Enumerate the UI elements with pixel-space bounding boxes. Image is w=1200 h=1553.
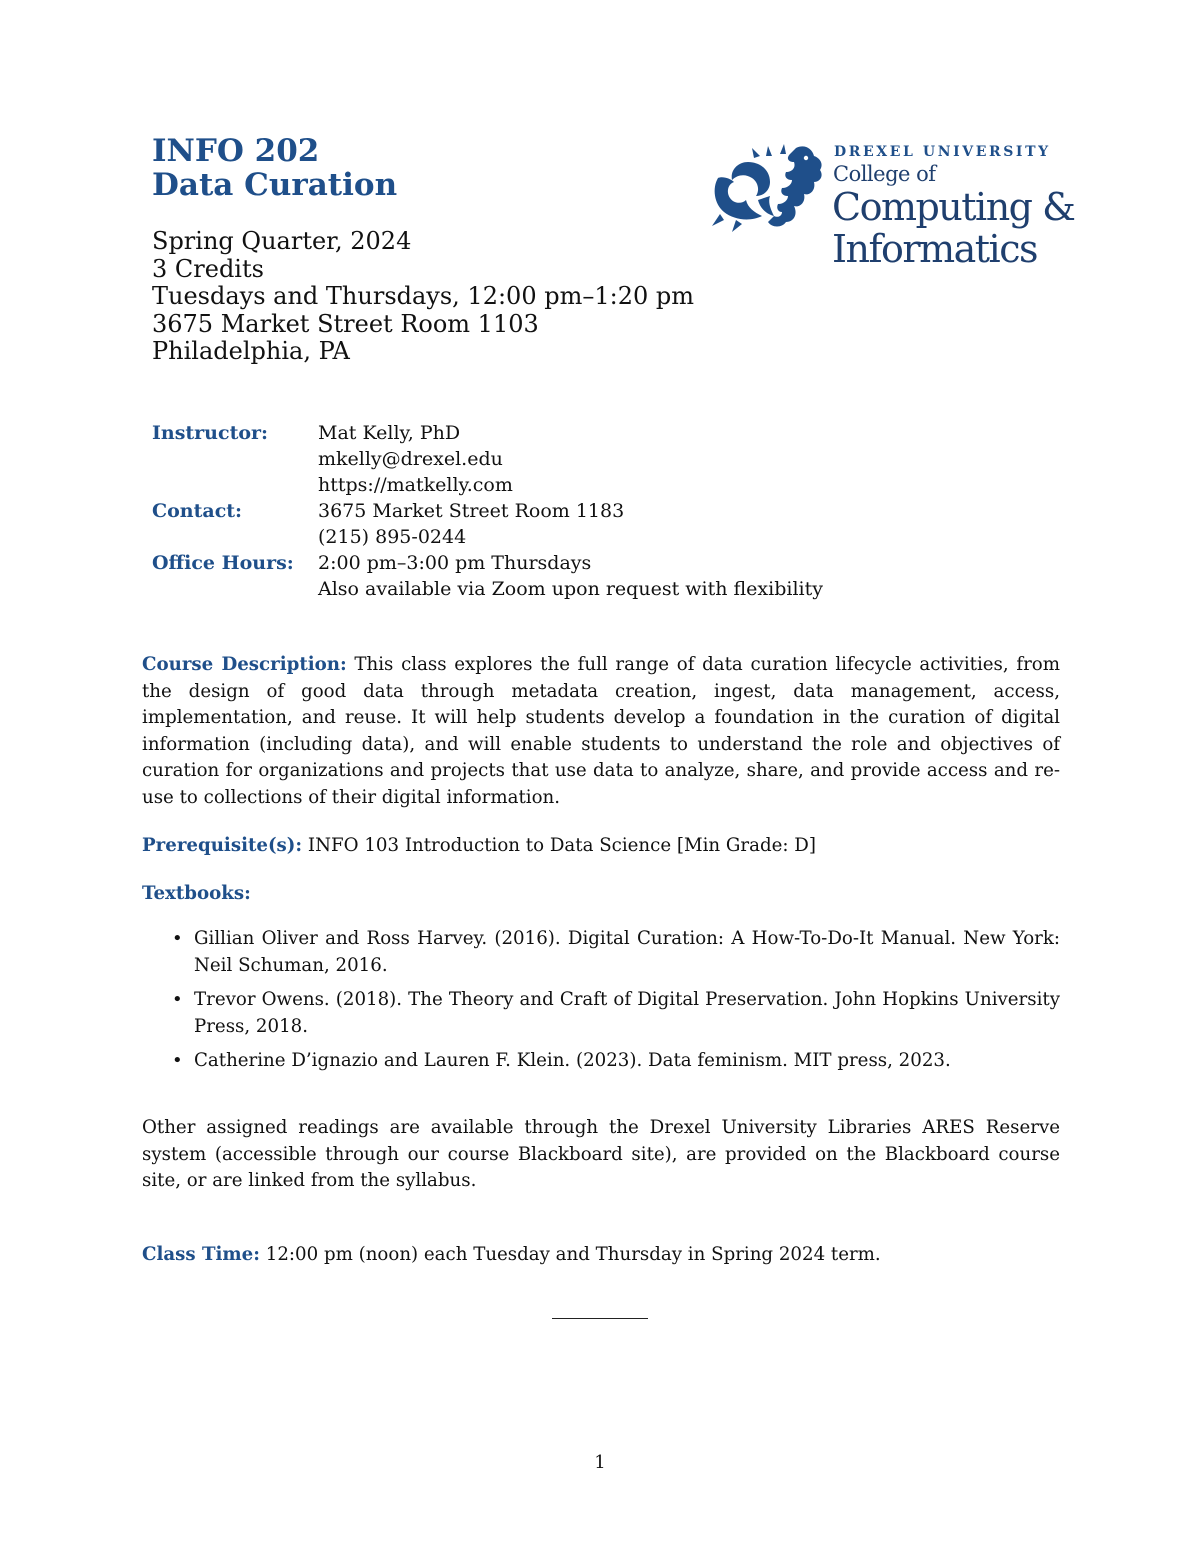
college-of-text: College of (833, 162, 936, 186)
website-row (152, 472, 823, 498)
course-description-label: Course Description: (142, 654, 347, 675)
city-line: Philadelphia, PA (152, 337, 350, 365)
office-hours-note-row (152, 576, 823, 602)
office-hours-row (152, 550, 823, 576)
other-readings: Other assigned readings are available through the Drexel University Libraries ARES Reserve system (accessible through our course Blackboard site), are provided on the Blackboard course site, or are linked from the syllabus. (142, 1117, 1060, 1191)
prerequisites-text: INFO 103 Introduction to Data Science [Min Grade: D] (307, 835, 816, 856)
textbook-list (152, 926, 1060, 1083)
textbooks-label: Textbooks: (142, 883, 251, 904)
class-time-label: Class Time: (142, 1244, 260, 1265)
office-hours-note: Also available via Zoom upon request with flexibility (318, 578, 823, 600)
section-divider (552, 1318, 648, 1319)
location-line: 3675 Market Street Room 1103 (152, 309, 539, 338)
list-item: • Catherine D’ignazio and Lauren F. Klein. (2023). Data feminism. MIT press, 2023. (194, 1048, 1060, 1075)
list-item: • Gillian Oliver and Ross Harvey. (2016). Digital Curation: A How-To-Do-It Manual. New York: Neil Schuman, 2016. (194, 926, 1060, 979)
prerequisites (142, 833, 1060, 860)
class-time (142, 1242, 1060, 1269)
course-description (142, 652, 1060, 811)
contact-label: Contact: (152, 500, 243, 522)
class-time-text: 12:00 pm (noon) each Tuesday and Thursday in Spring 2024 term. (265, 1244, 881, 1265)
contact-row (152, 498, 823, 524)
dragon-logo-icon (708, 142, 826, 232)
phone-row (152, 524, 823, 550)
office-hours-value: 2:00 pm–3:00 pm Thursdays (318, 552, 592, 574)
credits-line: 3 Credits (152, 254, 264, 283)
office-location: 3675 Market Street Room 1183 (318, 500, 625, 522)
term-line: Spring Quarter, 2024 (152, 227, 412, 255)
textbooks-heading (142, 881, 1060, 908)
email-row (152, 446, 823, 472)
drexel-cci-logo (706, 140, 1076, 270)
contact-table (152, 420, 823, 602)
university-name: DREXEL UNIVERSITY (834, 144, 1051, 160)
phone-number: (215) 895-0244 (318, 526, 467, 548)
course-description-text: This class explores the full range of data curation lifecycle activities, from the design of good data through metadata creation, ingest, data management, access, implementation, and reuse. It will help students develop a foundation in the curation of digital information (including data), and will enable students to understand the role and objectives of curation for organizations and projects that use data to analyze, share, and provide access and re-use to collections of their digital information. (142, 654, 1060, 808)
page-number: 1 (594, 1452, 606, 1473)
instructor-name: Mat Kelly, PhD (318, 422, 461, 444)
course-info (152, 228, 694, 366)
office-hours-label: Office Hours: (152, 552, 294, 574)
schedule-line: Tuesdays and Thursdays, 12:00 pm–1:20 pm (152, 282, 694, 310)
website-link[interactable]: https://matkelly.com (318, 474, 513, 496)
prerequisites-label: Prerequisite(s): (142, 835, 303, 856)
course-name: Data Curation (152, 167, 398, 203)
instructor-row (152, 420, 823, 446)
computing-text: Computing & (832, 185, 1075, 229)
list-item: • Trevor Owens. (2018). The Theory and Craft of Digital Preservation. John Hopkins University Press, 2018. (194, 987, 1060, 1040)
instructor-label: Instructor: (152, 422, 269, 444)
email-link[interactable]: mkelly@drexel.edu (318, 448, 503, 470)
course-code: INFO 202 (152, 133, 320, 169)
informatics-text: Informatics (832, 227, 1037, 271)
